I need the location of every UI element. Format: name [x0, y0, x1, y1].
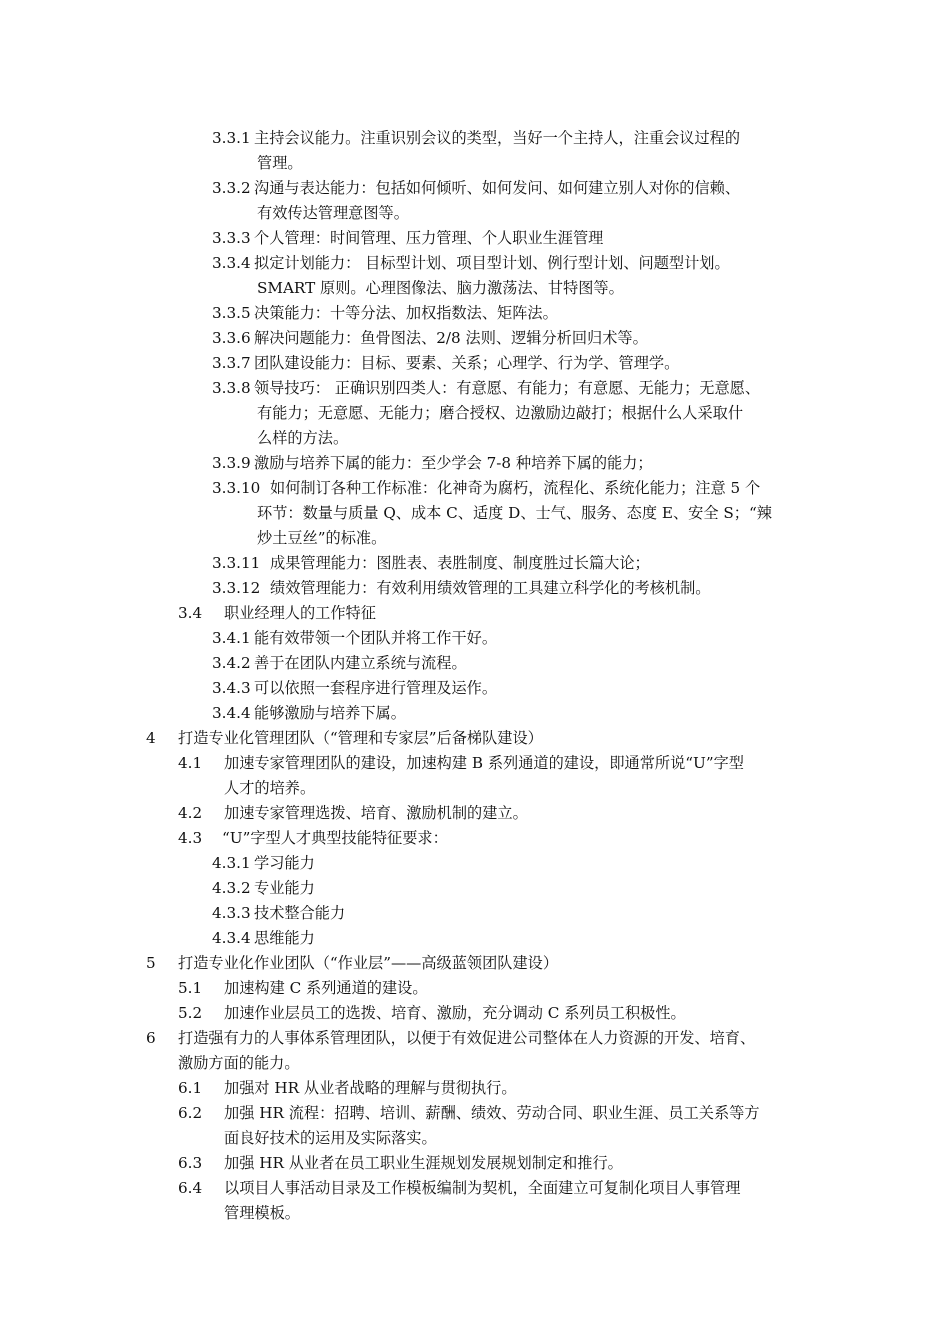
item-text: 拟定计划能力： 目标型计划、项目型计划、例行型计划、问题型计划。 — [254, 254, 730, 272]
item-number: 6.1 — [178, 1079, 203, 1097]
item-text: 绩效管理能力：有效利用绩效管理的工具建立科学化的考核机制。 — [270, 579, 711, 597]
item-number: 4.1 — [178, 754, 203, 772]
item-text: 管理。 — [257, 154, 303, 172]
item-text: 技术整合能力 — [254, 904, 346, 922]
item-number: 3.3.7 — [212, 354, 251, 372]
item-text: 团队建设能力：目标、要素、关系；心理学、行为学、管理学。 — [254, 354, 680, 372]
item-number: 6.3 — [178, 1154, 203, 1172]
item-text: 领导技巧： 正确识别四类人：有意愿、有能力；有意愿、无能力；无意愿、 — [254, 379, 761, 397]
item-text: 决策能力：十等分法、加权指数法、矩阵法。 — [254, 304, 558, 322]
item-number: 6.2 — [178, 1104, 203, 1122]
item-text: “U”字型人才典型技能特征要求： — [222, 829, 448, 847]
item-text: 沟通与表达能力：包括如何倾听、如何发问、如何建立别人对你的信赖、 — [254, 179, 740, 197]
item-number: 5.1 — [178, 979, 203, 997]
item-number: 4.3.3 — [212, 904, 251, 922]
item-text: 激励方面的能力。 — [178, 1054, 300, 1072]
item-text: 学习能力 — [254, 854, 315, 872]
item-text: 打造强有力的人事体系管理团队，以便于有效促进公司整体在人力资源的开发、培育、 — [178, 1029, 756, 1047]
item-number: 3.3.8 — [212, 379, 251, 397]
item-text: 能有效带领一个团队并将工作干好。 — [254, 629, 497, 647]
item-number: 3.3.2 — [212, 179, 251, 197]
item-text: 个人管理：时间管理、压力管理、个人职业生涯管理 — [254, 229, 604, 247]
item-text: 加强对 HR 从业者战略的理解与贯彻执行。 — [224, 1079, 517, 1097]
item-number: 3.4.4 — [212, 704, 251, 722]
item-number: 3.4 — [178, 604, 203, 622]
item-text: 环节：数量与质量 Q、成本 C、适度 D、士气、服务、态度 E、安全 S；“辣 — [257, 504, 772, 522]
item-number: 6.4 — [178, 1179, 203, 1197]
item-number: 6 — [146, 1029, 156, 1047]
item-text: 思维能力 — [254, 929, 315, 947]
item-text: 加强 HR 从业者在员工职业生涯规划发展规划制定和推行。 — [224, 1154, 623, 1172]
item-number: 3.3.9 — [212, 454, 251, 472]
item-text: 加速构建 C 系列通道的建设。 — [224, 979, 428, 997]
item-number: 4 — [146, 729, 156, 747]
item-text: 善于在团队内建立系统与流程。 — [254, 654, 467, 672]
item-text: 人才的培养。 — [224, 779, 316, 797]
item-text: 如何制订各种工作标准：化神奇为腐朽，流程化、系统化能力；注意 5 个 — [270, 479, 761, 497]
item-text: 职业经理人的工作特征 — [224, 604, 376, 622]
item-number: 3.3.3 — [212, 229, 251, 247]
item-number: 4.3.4 — [212, 929, 251, 947]
item-number: 3.4.2 — [212, 654, 251, 672]
item-number: 4.3 — [178, 829, 203, 847]
item-text: 有效传达管理意图等。 — [257, 204, 409, 222]
item-text: 成果管理能力：图胜表、表胜制度、制度胜过长篇大论； — [270, 554, 650, 572]
item-number: 4.3.1 — [212, 854, 251, 872]
item-text: 解决问题能力：鱼骨图法、2/8 法则、逻辑分析回归术等。 — [254, 329, 648, 347]
item-number: 3.3.6 — [212, 329, 251, 347]
item-number: 3.3.10 — [212, 479, 261, 497]
item-text: SMART 原则。心理图像法、脑力激荡法、甘特图等。 — [257, 279, 624, 297]
item-text: 面良好技术的运用及实际落实。 — [224, 1129, 437, 1147]
item-text: 打造专业化管理团队（“管理和专家层”后备梯队建设） — [178, 729, 543, 747]
item-number: 4.3.2 — [212, 879, 251, 897]
item-text: 有能力；无意愿、无能力；磨合授权、边激励边敲打；根据什么人采取什 — [257, 404, 743, 422]
item-number: 5 — [146, 954, 156, 972]
item-text: 加速作业层员工的选拨、培育、激励，充分调动 C 系列员工积极性。 — [224, 1004, 686, 1022]
item-text: 么样的方法。 — [257, 429, 349, 447]
item-number: 5.2 — [178, 1004, 203, 1022]
item-number: 3.3.4 — [212, 254, 251, 272]
item-text: 炒土豆丝”的标准。 — [257, 529, 387, 547]
item-text: 能够激励与培养下属。 — [254, 704, 406, 722]
item-number: 3.4.3 — [212, 679, 251, 697]
item-number: 3.3.11 — [212, 554, 261, 572]
item-text: 打造专业化作业团队（“作业层”——高级蓝领团队建设） — [178, 954, 559, 972]
item-text: 加强 HR 流程：招聘、培训、薪酬、绩效、劳动合同、职业生涯、员工关系等方 — [224, 1104, 760, 1122]
item-text: 加速专家管理选拨、培育、激励机制的建立。 — [224, 804, 528, 822]
item-number: 3.3.5 — [212, 304, 251, 322]
item-text: 可以依照一套程序进行管理及运作。 — [254, 679, 497, 697]
item-text: 管理模板。 — [224, 1204, 300, 1222]
item-text: 以项目人事活动目录及工作模板编制为契机，全面建立可复制化项目人事管理 — [224, 1179, 741, 1197]
item-text: 主持会议能力。注重识别会议的类型，当好一个主持人，注重会议过程的 — [254, 129, 740, 147]
item-number: 3.4.1 — [212, 629, 251, 647]
item-text: 专业能力 — [254, 879, 315, 897]
item-number: 4.2 — [178, 804, 203, 822]
item-text: 激励与培养下属的能力：至少学会 7-8 种培养下属的能力； — [254, 454, 653, 472]
item-number: 3.3.12 — [212, 579, 261, 597]
item-text: 加速专家管理团队的建设，加速构建 B 系列通道的建设，即通常所说“U”字型 — [224, 754, 744, 772]
item-number: 3.3.1 — [212, 129, 251, 147]
